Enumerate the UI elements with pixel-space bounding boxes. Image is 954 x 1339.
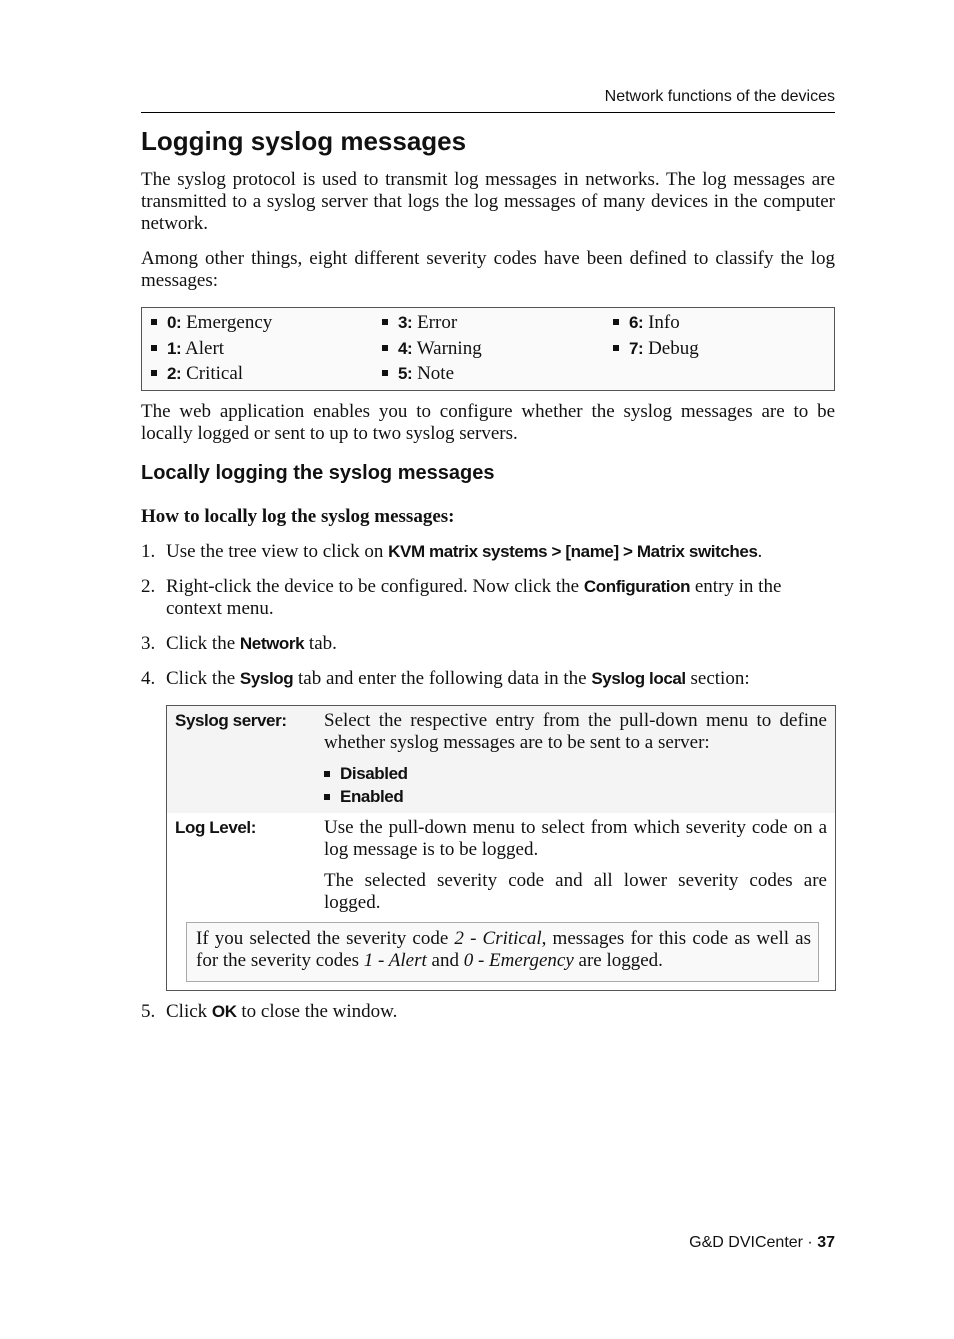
severity-column-1 <box>142 310 272 387</box>
bullet-icon <box>613 319 619 325</box>
option-enabled: Enabled <box>324 785 827 808</box>
severity-column-2 <box>373 310 482 387</box>
howto-heading: How to locally log the syslog messages: <box>141 506 455 527</box>
severity-column-3 <box>604 310 699 361</box>
ui-term: Configuration <box>583 577 691 596</box>
severity-item: 5: Note <box>373 361 482 387</box>
bullet-icon <box>151 345 157 351</box>
bullet-icon <box>151 370 157 376</box>
severity-item: 0: Emergency <box>142 310 272 336</box>
syslog-server-label: Syslog server: <box>175 711 287 730</box>
ui-term: Network <box>239 634 305 653</box>
severity-codes-box <box>141 307 835 391</box>
ui-term: Syslog local <box>591 669 686 688</box>
ui-term: OK <box>211 1002 237 1021</box>
note-box <box>186 922 819 982</box>
note-text: If you selected the severity code 2 - Critical, messages for this code as well as for the severity codes 1 - Alert and 0 - Emergency are logged. <box>196 928 811 971</box>
running-header: Network functions of the devices <box>604 88 835 105</box>
option-disabled: Disabled <box>324 762 827 785</box>
severity-item: 4: Warning <box>373 336 482 362</box>
subsection-title: Locally logging the syslog messages <box>141 462 495 484</box>
log-level-label: Log Level: <box>175 818 257 837</box>
syslog-settings-table <box>166 705 836 991</box>
bullet-icon <box>382 345 388 351</box>
ui-term: Syslog <box>239 669 294 688</box>
web-application-paragraph: The web application enables you to configure whether the syslog messages are to be locally logged or sent to up to two syslog servers. <box>141 401 835 444</box>
syslog-server-row <box>167 706 835 813</box>
header-rule <box>141 112 835 113</box>
bullet-icon <box>613 345 619 351</box>
ui-path: KVM matrix systems > [name] > Matrix switches <box>388 542 758 561</box>
severity-item: 6: Info <box>604 310 699 336</box>
bullet-icon <box>324 794 330 800</box>
bullet-icon <box>324 771 330 777</box>
log-level-description: Use the pull-down menu to select from which severity code on a log message is to be logged. The selected severity code and all lower severity codes are logged. <box>324 817 827 913</box>
page-footer <box>141 1234 835 1252</box>
severity-item: 7: Debug <box>604 336 699 362</box>
syslog-server-description: Select the respective entry from the pull-down menu to define whether syslog messages are to be sent to a server: Disabled Enabled <box>324 710 827 806</box>
intro-paragraph-2: Among other things, eight different severity codes have been defined to classify the log messages: <box>141 248 835 291</box>
bullet-icon <box>382 370 388 376</box>
bullet-icon <box>151 319 157 325</box>
severity-item: 1: Alert <box>142 336 272 362</box>
section-title: Logging syslog messages <box>141 126 467 156</box>
page-number: 37 <box>817 1234 835 1251</box>
severity-item: 3: Error <box>373 310 482 336</box>
footer-product: G&D DVICenter · <box>689 1234 818 1251</box>
intro-paragraph-1: The syslog protocol is used to transmit log messages in networks. The log messages are transmitted to a syslog server that logs the log messages of many devices in the computer network. <box>141 169 835 234</box>
bullet-icon <box>382 319 388 325</box>
severity-item: 2: Critical <box>142 361 272 387</box>
